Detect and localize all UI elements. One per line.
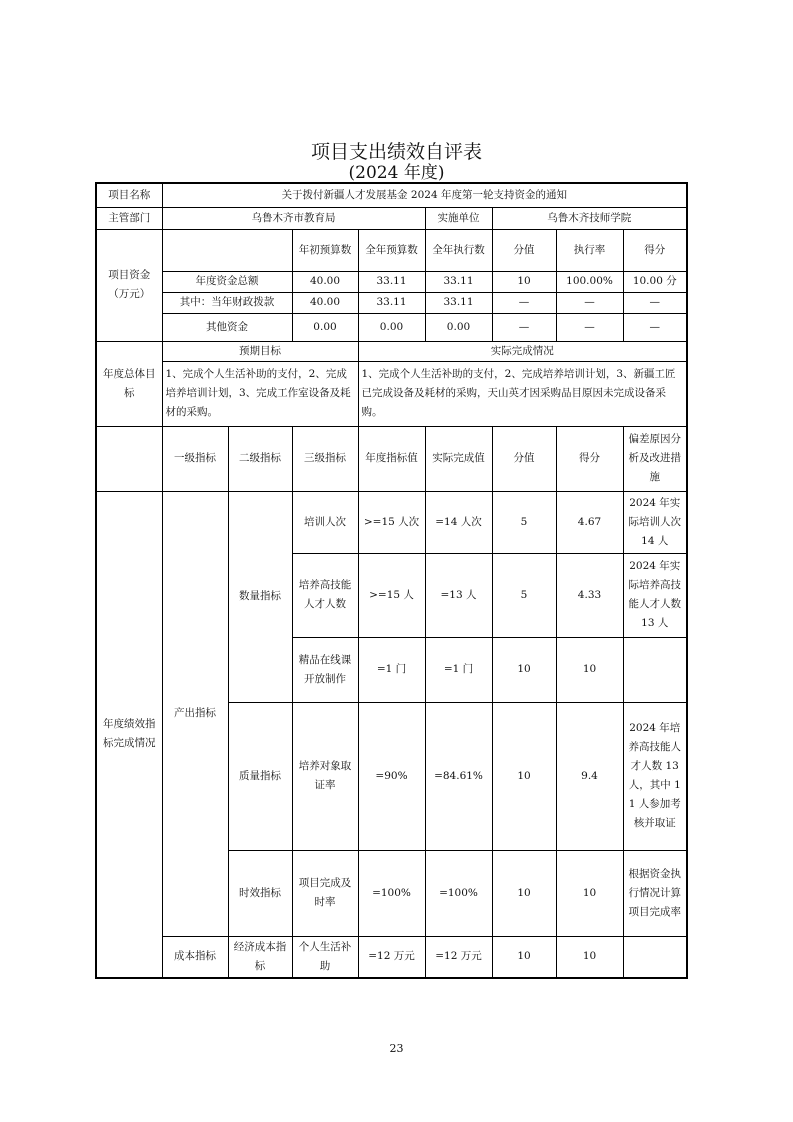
- indicator-blank: [96, 426, 162, 491]
- dept-label: 主管部门: [96, 207, 162, 229]
- funds-cell: —: [492, 292, 556, 313]
- indicators-section-label: 年度绩效指标完成情况: [96, 491, 162, 978]
- project-name: 关于拨付新疆人才发展基金 2024 年度第一轮支持资金的通知: [162, 183, 687, 207]
- funds-header: 执行率: [556, 229, 623, 271]
- indicator-header: 三级指标: [292, 426, 358, 491]
- funds-cell: 10: [492, 271, 556, 292]
- indicator-score: 4.33: [556, 553, 623, 637]
- indicator-target: =12 万元: [358, 936, 425, 978]
- indicator-score-max: 10: [492, 850, 556, 936]
- funds-header: 得分: [623, 229, 687, 271]
- indicator-score: 9.4: [556, 702, 623, 850]
- indicator-score-max: 10: [492, 936, 556, 978]
- indicator-header: 偏差原因分析及改进措施: [623, 426, 687, 491]
- dept-value: 乌鲁木齐市教育局: [162, 207, 425, 229]
- expected-goal-text: 1、完成个人生活补助的支付，2、完成培养培训计划，3、完成工作室设备及耗材的采购。: [162, 361, 358, 426]
- indicator-name: 精品在线课开放制作: [292, 637, 358, 702]
- indicator-reason: 2024 年培养高技能人才人数 13 人，其中 11 人参加考核并取证: [623, 702, 687, 850]
- page-number: 23: [389, 1042, 404, 1055]
- indicator-score-max: 5: [492, 491, 556, 553]
- unit-value: 乌鲁木齐技师学院: [492, 207, 687, 229]
- indicator-header: 实际完成值: [425, 426, 492, 491]
- funds-cell: —: [492, 313, 556, 341]
- indicator-name: 个人生活补助: [292, 936, 358, 978]
- funds-cell: 0.00: [358, 313, 425, 341]
- funds-cell: —: [556, 292, 623, 313]
- indicator-target: >=15 人次: [358, 491, 425, 553]
- funds-row-label: 其他资金: [162, 313, 292, 341]
- indicator-name: 培养对象取证率: [292, 702, 358, 850]
- funds-cell: 0.00: [425, 313, 492, 341]
- indicator-target: >=15 人: [358, 553, 425, 637]
- indicator-header: 二级指标: [228, 426, 292, 491]
- indicator-name: 培训人次: [292, 491, 358, 553]
- indicator-header: 分值: [492, 426, 556, 491]
- level1-output: 产出指标: [162, 491, 228, 936]
- indicator-name: 培养高技能人才人数: [292, 553, 358, 637]
- indicator-reason: 2024 年实际培训人次 14 人: [623, 491, 687, 553]
- indicator-actual: =14 人次: [425, 491, 492, 553]
- funds-header: 全年预算数: [358, 229, 425, 271]
- indicator-actual: =100%: [425, 850, 492, 936]
- expected-goal-label: 预期目标: [162, 341, 358, 361]
- indicator-target: =100%: [358, 850, 425, 936]
- unit-label: 实施单位: [425, 207, 492, 229]
- funds-row-label: 其中：当年财政拨款: [162, 292, 292, 313]
- level2-quality: 质量指标: [228, 702, 292, 850]
- funds-cell: —: [556, 313, 623, 341]
- indicator-reason: [623, 936, 687, 978]
- level1-cost: 成本指标: [162, 936, 228, 978]
- funds-cell: 33.11: [425, 292, 492, 313]
- indicator-score: 10: [556, 637, 623, 702]
- indicator-score: 10: [556, 850, 623, 936]
- funds-cell: —: [623, 292, 687, 313]
- indicator-target: =1 门: [358, 637, 425, 702]
- funds-cell: 100.00%: [556, 271, 623, 292]
- indicator-target: =90%: [358, 702, 425, 850]
- actual-goal-text: 1、完成个人生活补助的支付，2、完成培养培训计划，3、新疆工匠已完成设备及耗材的采购，天山英才因采购品目原因未完成设备采购。: [358, 361, 687, 426]
- indicator-reason: [623, 637, 687, 702]
- project-name-label: 项目名称: [96, 183, 162, 207]
- indicator-actual: =12 万元: [425, 936, 492, 978]
- funds-header: 分值: [492, 229, 556, 271]
- funds-header: 全年执行数: [425, 229, 492, 271]
- funds-blank: [162, 229, 292, 271]
- level2-econ: 经济成本指标: [228, 936, 292, 978]
- funds-cell: 33.11: [358, 292, 425, 313]
- indicator-header: 年度指标值: [358, 426, 425, 491]
- indicator-header: 一级指标: [162, 426, 228, 491]
- indicator-score: 10: [556, 936, 623, 978]
- actual-goal-label: 实际完成情况: [358, 341, 687, 361]
- goals-label: 年度总体目标: [96, 341, 162, 426]
- funds-row-label: 年度资金总额: [162, 271, 292, 292]
- funds-cell: 33.11: [358, 271, 425, 292]
- indicator-score-max: 10: [492, 637, 556, 702]
- indicator-score-max: 10: [492, 702, 556, 850]
- funds-label: 项目资金（万元）: [96, 229, 162, 341]
- indicator-reason: 2024 年实际培养高技能人才人数 13 人: [623, 553, 687, 637]
- indicator-score-max: 5: [492, 553, 556, 637]
- funds-cell: 40.00: [292, 271, 358, 292]
- form-subtitle: (2024 年度): [348, 163, 445, 183]
- funds-header: 年初预算数: [292, 229, 358, 271]
- form-title: 项目支出绩效自评表: [310, 141, 482, 163]
- funds-cell: 10.00 分: [623, 271, 687, 292]
- level2-quantity: 数量指标: [228, 491, 292, 702]
- funds-cell: 33.11: [425, 271, 492, 292]
- indicator-name: 项目完成及时率: [292, 850, 358, 936]
- funds-cell: 0.00: [292, 313, 358, 341]
- indicator-actual: =13 人: [425, 553, 492, 637]
- indicator-reason: 根据资金执行情况计算项目完成率: [623, 850, 687, 936]
- indicator-header: 得分: [556, 426, 623, 491]
- funds-cell: —: [623, 313, 687, 341]
- funds-cell: 40.00: [292, 292, 358, 313]
- indicator-actual: =1 门: [425, 637, 492, 702]
- indicator-actual: =84.61%: [425, 702, 492, 850]
- indicator-score: 4.67: [556, 491, 623, 553]
- level2-time: 时效指标: [228, 850, 292, 936]
- evaluation-table: [95, 182, 688, 979]
